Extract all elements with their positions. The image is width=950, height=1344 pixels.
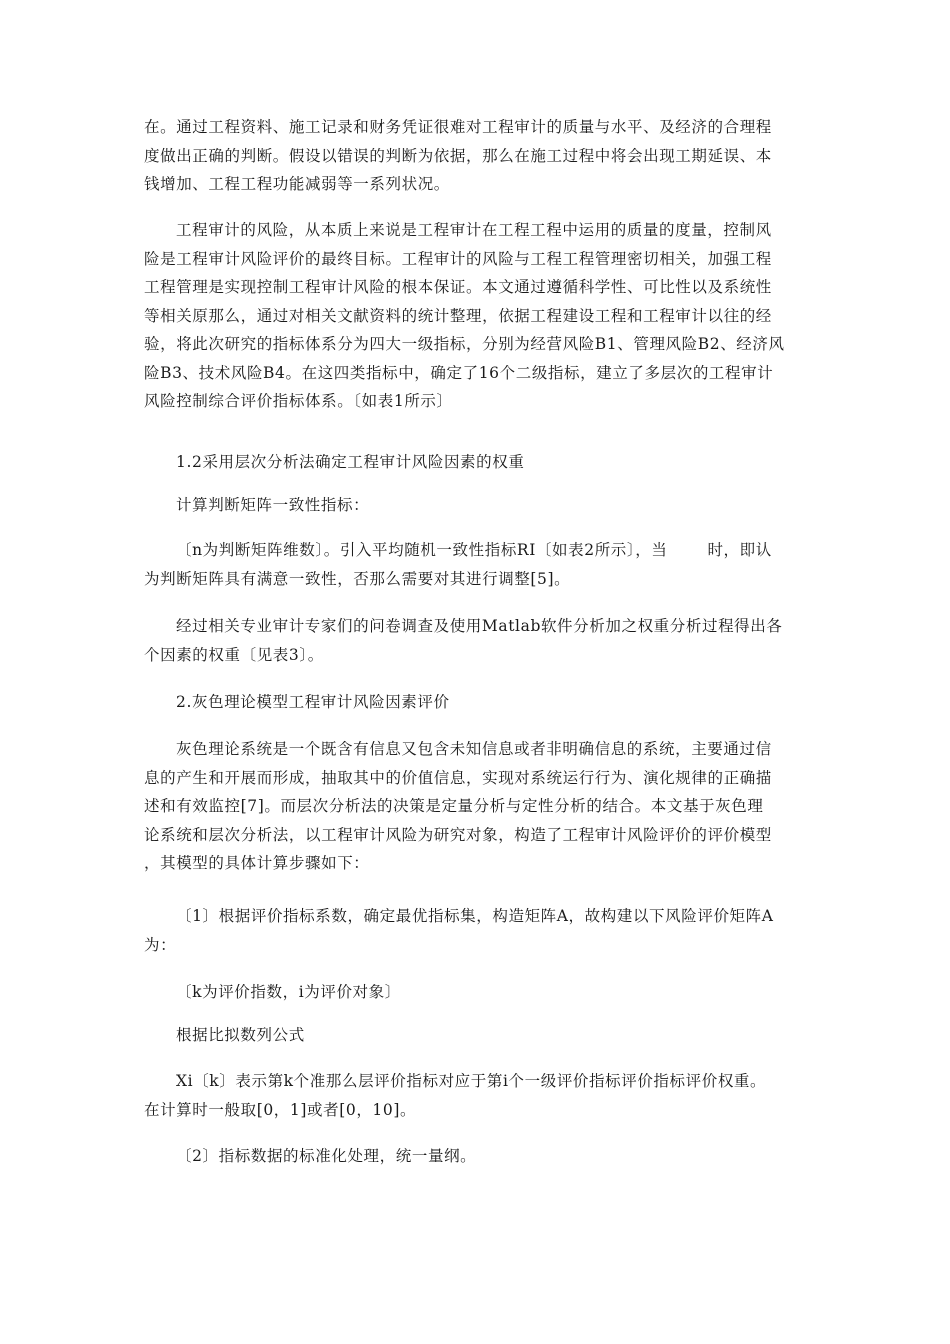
text-line: 在计算时一般取[0，1]或者[0，10]。 <box>144 1100 417 1119</box>
text-line: 为： <box>144 935 177 954</box>
paragraph-step-1 <box>144 902 804 959</box>
text-line: 工程审计的风险，从本质上来说是工程审计在工程工程中运用的质量的度量，控制风 <box>176 221 772 239</box>
section-heading-1-2 <box>144 448 804 477</box>
paragraph-sequence-formula <box>144 1021 804 1050</box>
paragraph-2 <box>144 216 804 416</box>
text-line: 个因素的权重〔见表3〕。 <box>144 645 324 664</box>
text-segment: 〔n为判断矩阵维数〕。引入平均随机一致性指标RI〔如表2所示〕，当 <box>176 541 668 559</box>
paragraph-variables <box>144 978 804 1007</box>
text-line: 述和有效监控[7]。而层次分析法的决策是定量分析与定性分析的结合。本文基于灰色理 <box>144 797 764 815</box>
text-line: 论系统和层次分析法，以工程审计风险为研究对象，构造了工程审计风险评价的评价模型 <box>144 825 772 844</box>
paragraph-consistency-index <box>144 491 804 520</box>
text-line: 钱增加、工程工程功能减弱等一系列状况。 <box>144 175 450 193</box>
text-line: 工程管理是实现控制工程审计风险的根本保证。本文通过遵循科学性、可比性以及系统性 <box>144 278 772 296</box>
text-line: 经过相关专业审计专家们的问卷调查及使用Matlab软件分析加之权重分析过程得出各 <box>176 617 783 635</box>
text-line: 计算判断矩阵一致性指标： <box>176 496 370 514</box>
text-line: 灰色理论系统是一个既含有信息又包含未知信息或者非明确信息的系统，主要通过信 <box>176 740 772 758</box>
text-line: 2.灰色理论模型工程审计风险因素评价 <box>176 693 450 711</box>
text-line: 1.2采用层次分析法确定工程审计风险因素的权重 <box>176 453 525 471</box>
section-heading-2 <box>144 688 804 717</box>
paragraph-grey-theory <box>144 735 804 878</box>
text-line: 〔1〕根据评价指标系数，确定最优指标集，构造矩阵A，故构建以下风险评价矩阵A <box>176 907 774 925</box>
text-line: 险B3、技术风险B4。在这四类指标中，确定了16个二级指标，建立了多层次的工程审计 <box>144 363 774 382</box>
text-line: 〔k为评价指数，i为评价对象〕 <box>176 983 401 1001</box>
text-line: 验，将此次研究的指标体系分为四大一级指标，分别为经营风险B1、管理风险B2、经济风 <box>144 335 785 353</box>
text-line: ，其模型的具体计算步骤如下： <box>144 854 370 872</box>
text-line <box>144 536 804 565</box>
text-line: 度做出正确的判断。假设以错误的判断为依据，那么在施工过程中将会出现工期延误、本 <box>144 146 772 165</box>
text-line: 等相关原那么，通过对相关文献资料的统计整理，依据工程建设工程和工程审计以往的经 <box>144 306 772 325</box>
text-line: 〔2〕指标数据的标准化处理，统一量纲。 <box>176 1147 477 1165</box>
paragraph-matrix-dimension <box>144 536 804 593</box>
text-line: 根据比拟数列公式 <box>176 1026 305 1044</box>
paragraph-step-2 <box>144 1142 804 1171</box>
paragraph-matlab <box>144 612 804 669</box>
text-line: 息的产生和开展而形成，抽取其中的价值信息，实现对系统运行行为、演化规律的正确描 <box>144 768 772 787</box>
text-line: 为判断矩阵具有满意一致性，否那么需要对其进行调整[5]。 <box>144 569 571 588</box>
text-line: 在。通过工程资料、施工记录和财务凭证很难对工程审计的质量与水平、及经济的合理程 <box>144 118 772 136</box>
paragraph-xi-k <box>144 1067 804 1124</box>
paragraph-1 <box>144 113 804 199</box>
text-segment: 时，即认 <box>707 541 772 559</box>
text-line: Xi〔k〕表示第k个准那么层评价指标对应于第i个一级评价指标评价指标评价权重。 <box>176 1072 767 1090</box>
text-line: 风险控制综合评价指标体系。〔如表1所示〕 <box>144 392 453 410</box>
text-line: 险是工程审计风险评价的最终目标。工程审计的风险与工程工程管理密切相关，加强工程 <box>144 249 772 268</box>
